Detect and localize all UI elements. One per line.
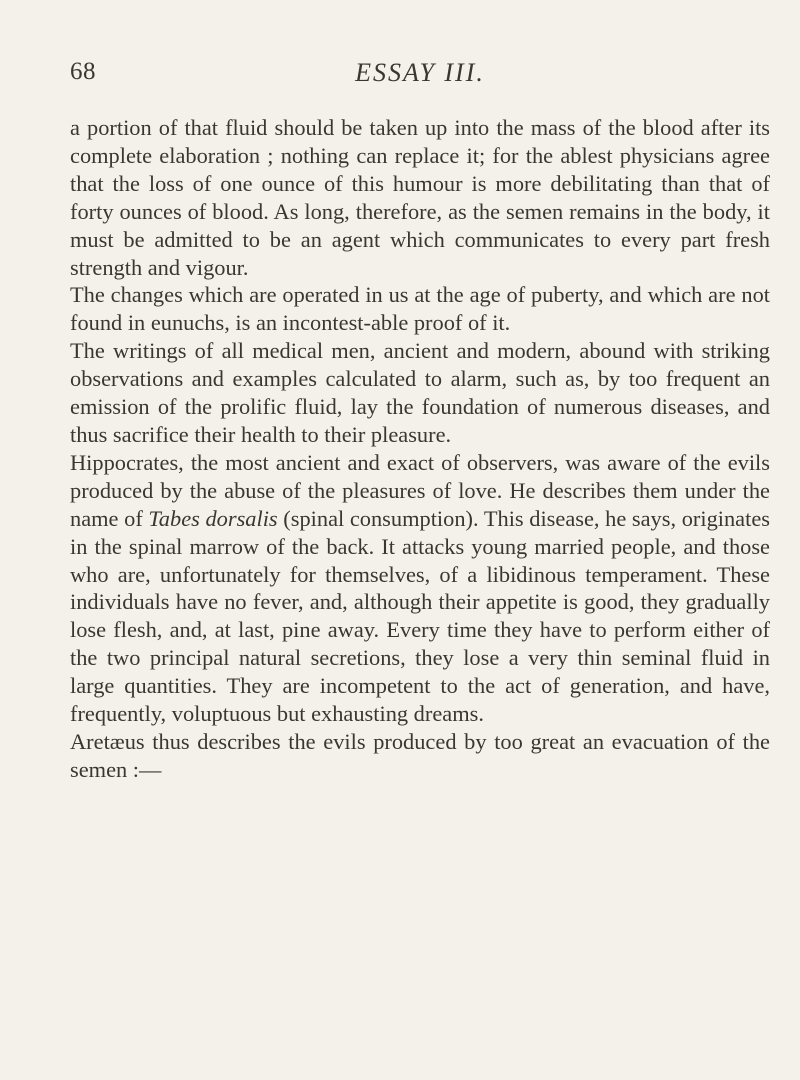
paragraph-2: The changes which are operated in us at the age of puberty, and which are not found in eunuchs, is an incontest-able proof of it. xyxy=(70,282,770,336)
paragraph-1: a portion of that fluid should be taken up into the mass of the blood after its complete elaboration ; nothing can replace it; for the ablest physicians agree that the loss of one ounce of this humour is more debilitating than that of forty ounces of blood. As long, therefore, as the semen remains in the body, it must be admitted to be an agent which communicates to every part fresh strength and vigour. xyxy=(70,115,770,280)
paragraph-5: Aretæus thus describes the evils produced by too great an evacuation of the semen :— xyxy=(70,728,770,782)
paragraph-4-text-before: Hippocrates, the most ancient and exact of observers, was aware of the evils produced by the abuse of the pleasures of love. He describes them under the name of xyxy=(70,449,770,531)
paragraph-3: The writings of all medical men, ancient and modern, abound with striking observations and examples calculated to alarm, such as, by too frequent an emission of the prolific fluid, lay the foundation of numerous diseases, and thus sacrifice their health to their pleasure. xyxy=(70,338,770,447)
tabes-dorsalis-term: Tabes dorsalis xyxy=(148,505,278,531)
paragraph-4 xyxy=(70,449,770,728)
essay-title: ESSAY III. xyxy=(355,58,485,87)
page-number: 68 xyxy=(70,58,96,85)
paragraph-4-text-after: (spinal consumption). This disease, he says, originates in the spinal marrow of the back. It attacks young married people, and those who are, unfortunately for themselves, of a libidinous temperament. These individuals have no fever, and, although their appetite is good, they gradually lose flesh, and, at last, pine away. Every time they have to perform either of the two principal natural secretions, they lose a very thin seminal fluid in large quantities. They are incompetent to the act of generation, and have, frequently, voluptuous but exhausting dreams. xyxy=(70,505,770,727)
body-text xyxy=(70,114,770,784)
running-head xyxy=(70,58,770,98)
